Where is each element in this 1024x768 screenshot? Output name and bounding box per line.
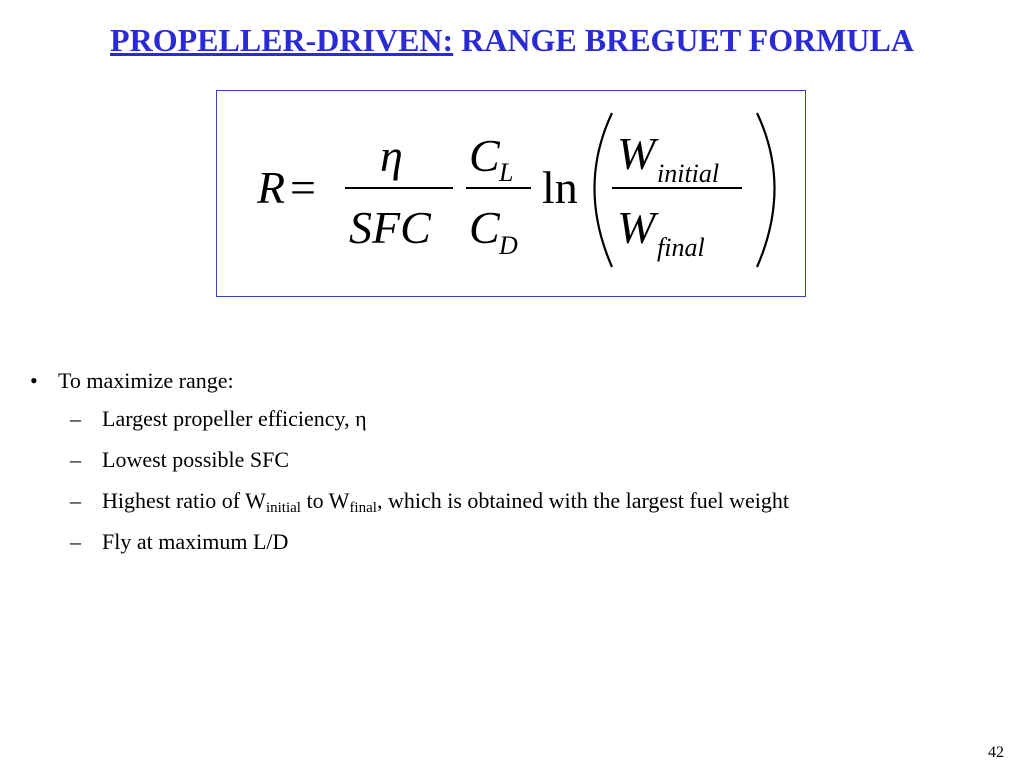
formula-w-final-base: W [617, 202, 656, 253]
title-link-part: PROPELLER-DRIVEN: [110, 22, 454, 58]
slide-title [0, 22, 1024, 59]
list-item [30, 447, 789, 488]
sub-item-1: Largest propeller efficiency, η [102, 406, 367, 431]
sub-item-3-part-b: to W [300, 488, 350, 513]
breguet-formula [217, 91, 807, 298]
formula-w-final-sub: final [657, 233, 705, 262]
formula-cl-base: C [469, 130, 500, 181]
sub-item-2: Lowest possible SFC [102, 447, 290, 472]
dash-marker: – [70, 447, 81, 472]
list-item [30, 529, 789, 570]
bullet-list [30, 368, 789, 570]
formula-equals: = [290, 162, 316, 213]
dash-marker: – [70, 488, 81, 513]
formula-cd-sub: D [499, 231, 518, 260]
formula-box [216, 90, 806, 297]
formula-r: R [257, 162, 286, 213]
dash-marker: – [70, 529, 81, 554]
sub-list [30, 406, 789, 570]
formula-cd-base: C [469, 202, 500, 253]
right-paren [757, 113, 775, 267]
formula-w-initial-base: W [617, 128, 656, 179]
sub-item-3 [102, 488, 789, 514]
dash-marker: – [70, 406, 81, 431]
list-item [30, 488, 789, 529]
sub-item-3-subscript-final: final [349, 500, 377, 516]
formula-w-initial-sub: initial [657, 159, 720, 188]
bullet-marker: • [30, 368, 38, 393]
list-item [30, 406, 789, 447]
formula-eta: η [380, 130, 403, 181]
bullet-main-text: To maximize range: [58, 368, 234, 393]
formula-ln: ln [542, 162, 578, 213]
sub-item-3-part-a: Highest ratio of W [102, 488, 266, 513]
list-item [30, 368, 789, 398]
sub-item-4: Fly at maximum L/D [102, 529, 289, 554]
sub-item-3-part-c: , which is obtained with the largest fuel weight [376, 488, 789, 513]
title-rest: RANGE BREGUET FORMULA [453, 22, 914, 58]
formula-cl-sub: L [499, 158, 514, 187]
left-paren [595, 113, 613, 267]
sub-item-3-subscript-initial: initial [265, 500, 301, 516]
formula-sfc: SFC [349, 202, 431, 253]
page-number: 42 [988, 744, 1004, 761]
